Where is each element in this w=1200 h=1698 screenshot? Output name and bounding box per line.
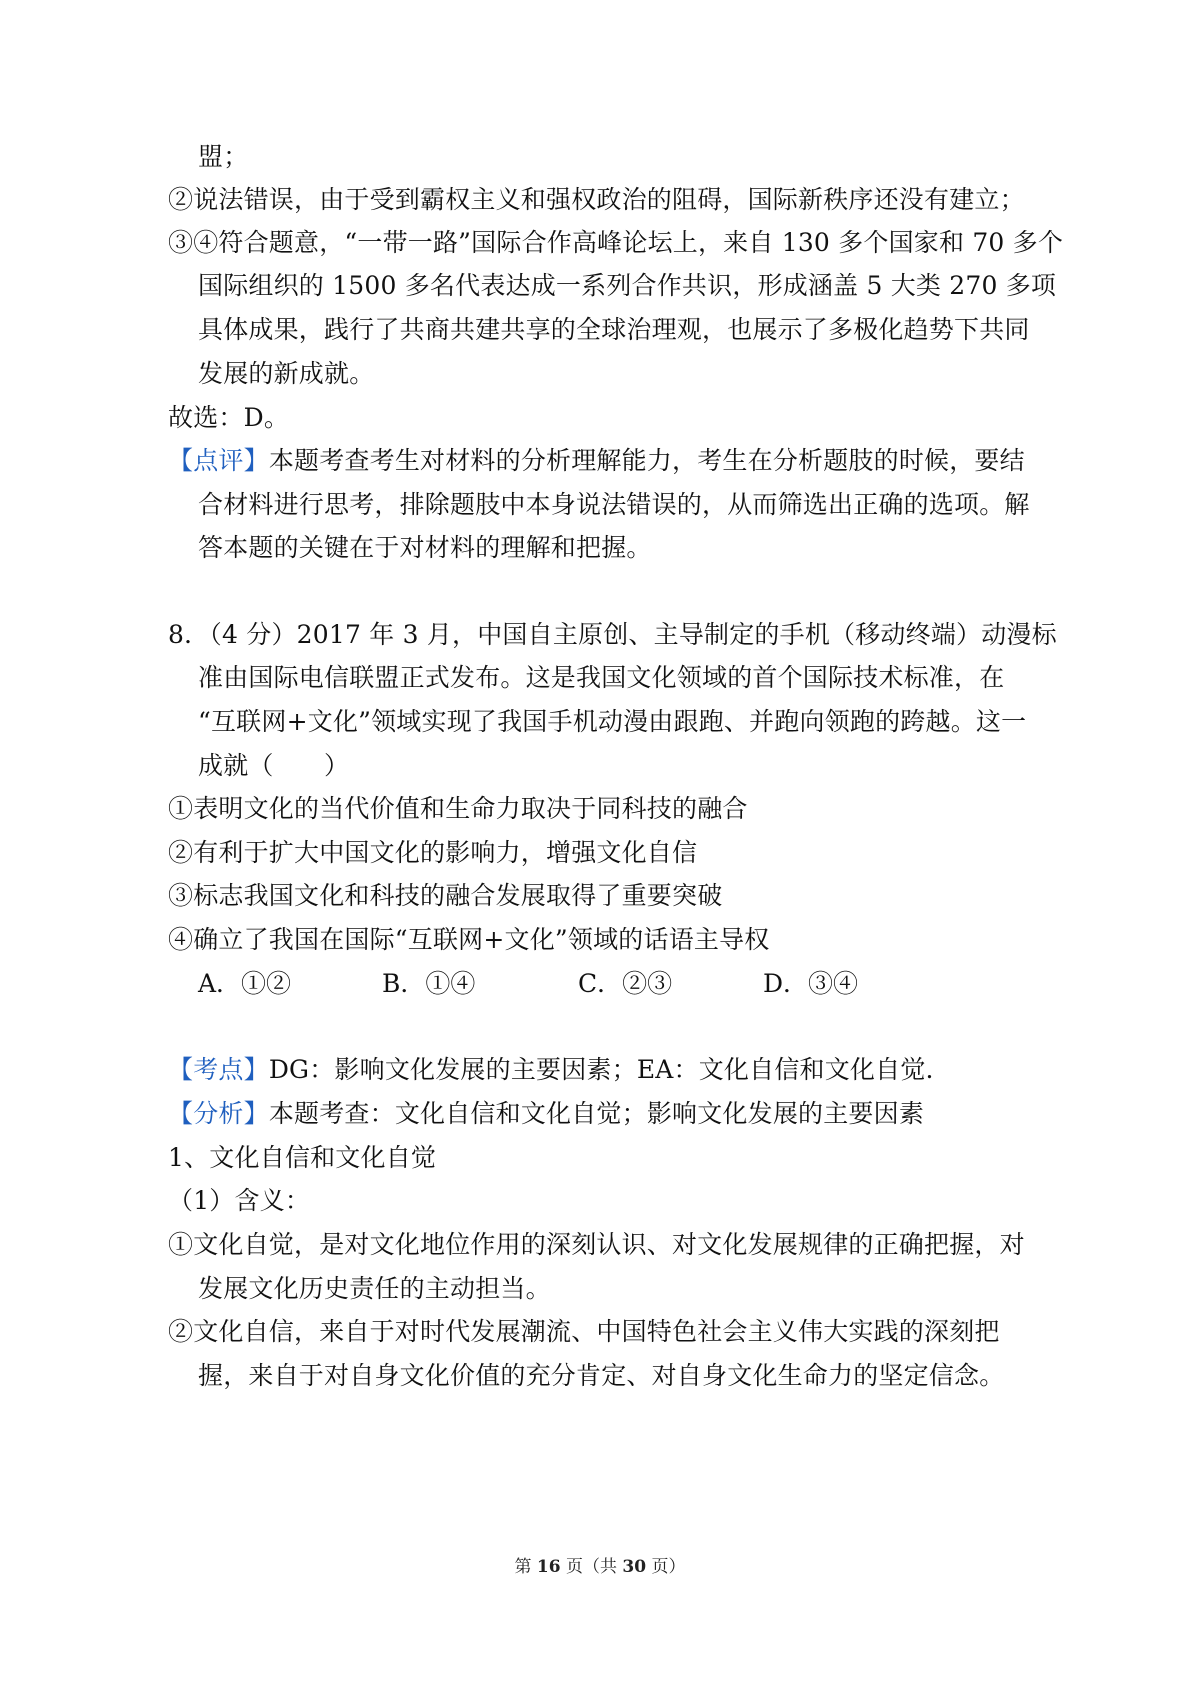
option-c: C．②③	[578, 969, 673, 998]
text-line: （1）含义：	[168, 1186, 311, 1215]
option-d: D．③④	[763, 969, 859, 998]
page-total: 30	[622, 1557, 647, 1577]
analysis-tag: 【分析】	[168, 1099, 269, 1128]
analysis-line	[168, 1097, 924, 1131]
question-line: 成就（ ）	[198, 751, 350, 780]
statement-line: ②有利于扩大中国文化的影响力，增强文化自信	[168, 838, 698, 867]
option-a: A．①②	[198, 969, 292, 998]
keypoint-line	[168, 1053, 934, 1087]
text-line: 国际组织的 1500 多名代表达成一系列合作共识，形成涵盖 5 大类 270 多项	[198, 271, 1057, 300]
question-line: “互联网+文化”领域实现了我国手机动漫由跟跑、并跑向领跑的跨越。这一	[198, 707, 1027, 736]
option-b: B．①④	[382, 969, 476, 998]
text-line: ②说法错误，由于受到霸权主义和强权政治的阻碍，国际新秩序还没有建立；	[168, 185, 1025, 214]
text-line: 具体成果，践行了共商共建共享的全球治理观，也展示了多极化趋势下共同	[198, 315, 1030, 344]
analysis-text: 本题考查：文化自信和文化自觉；影响文化发展的主要因素	[268, 1099, 925, 1128]
answer-line: 故选：D。	[168, 403, 290, 432]
page-footer	[0, 1555, 1200, 1579]
question-line: 8．（4 分）2017 年 3 月，中国自主原创、主导制定的手机（移动终端）动漫标	[168, 620, 1057, 649]
text-line: 握，来自于对自身文化价值的充分肯定、对自身文化生命力的坚定信念。	[198, 1361, 1005, 1390]
page-number: 16	[536, 1557, 561, 1577]
question-line: 准由国际电信联盟正式发布。这是我国文化领域的首个国际技术标准，在	[198, 663, 1005, 692]
text-line: ③④符合题意，“一带一路”国际合作高峰论坛上，来自 130 多个国家和 70 多个	[168, 228, 1064, 257]
text-line: 盟；	[198, 142, 249, 171]
keypoint-tag: 【考点】	[168, 1055, 269, 1084]
comment-line	[168, 444, 1025, 478]
footer-suffix: 页）	[646, 1557, 686, 1577]
statement-line: ④确立了我国在国际“互联网+文化”领域的话语主导权	[168, 925, 770, 954]
text-line: ①文化自觉，是对文化地位作用的深刻认识、对文化发展规律的正确把握，对	[168, 1230, 1025, 1259]
footer-prefix: 第	[514, 1557, 537, 1577]
statement-line: ③标志我国文化和科技的融合发展取得了重要突破	[168, 881, 723, 910]
footer-middle: 页（共	[560, 1557, 623, 1577]
text-line: 发展文化历史责任的主动担当。	[198, 1274, 551, 1303]
text-line: 发展的新成就。	[198, 359, 375, 388]
text-line: 1、文化自信和文化自觉	[168, 1143, 437, 1172]
statement-line: ①表明文化的当代价值和生命力取决于同科技的融合	[168, 794, 748, 823]
keypoint-text: DG：影响文化发展的主要因素；EA：文化自信和文化自觉.	[268, 1055, 934, 1084]
comment-tag: 【点评】	[168, 446, 269, 475]
text-line: 合材料进行思考，排除题肢中本身说法错误的，从而筛选出正确的选项。解	[198, 490, 1030, 519]
text-line: 答本题的关键在于对材料的理解和把握。	[198, 533, 652, 562]
comment-text: 本题考查考生对材料的分析理解能力，考生在分析题肢的时候，要结	[268, 446, 1025, 475]
text-line: ②文化自信，来自于对时代发展潮流、中国特色社会主义伟大实践的深刻把	[168, 1317, 1000, 1346]
